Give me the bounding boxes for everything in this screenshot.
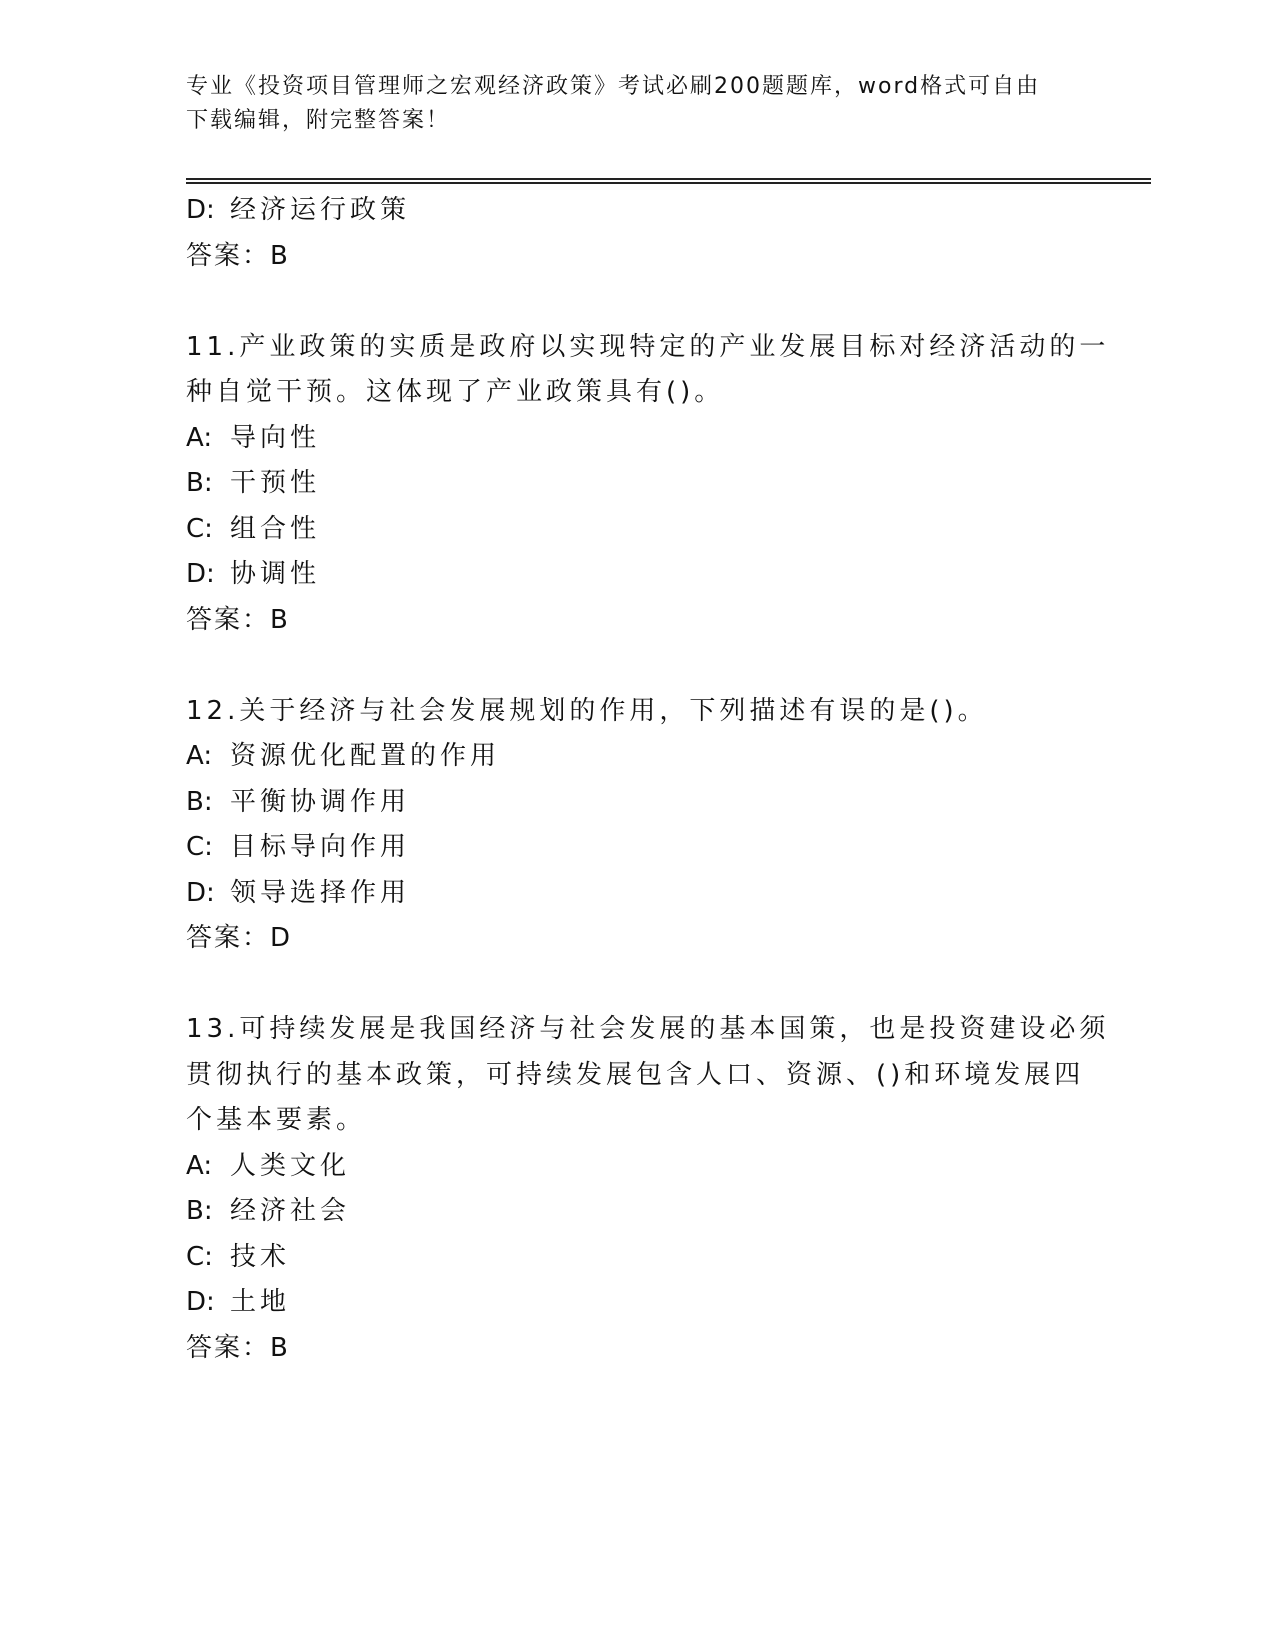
- spacer: [186, 279, 1086, 325]
- option-c: [186, 1235, 1086, 1281]
- option-d: [186, 552, 1086, 598]
- question-13: [186, 1007, 1110, 1371]
- option-prefix: D:: [186, 877, 215, 908]
- answer-line: 答案：B: [186, 240, 290, 271]
- answer-line: 答案：B: [186, 1332, 290, 1363]
- option-prefix: D:: [186, 1287, 215, 1317]
- option-prefix: A:: [186, 741, 213, 771]
- option-text: 平衡协调作用: [230, 786, 411, 817]
- answer-line: 答案：B: [186, 604, 290, 635]
- question-list: [186, 188, 1110, 1371]
- option-prefix: D:: [186, 559, 215, 589]
- document-header: [186, 70, 1066, 138]
- option-prefix: A:: [186, 1150, 213, 1181]
- option-text: 目标导向作用: [230, 832, 411, 862]
- question-stem-line: 11.产业政策的实质是政府以实现特定的产业发展目标对经济活动的一: [186, 331, 1110, 362]
- option-text: 土地: [230, 1287, 291, 1317]
- option-prefix: C:: [186, 513, 213, 544]
- option-c: [186, 507, 1086, 553]
- option-d: [186, 1280, 1086, 1326]
- option-c: [186, 825, 1086, 871]
- option-a: [186, 734, 1086, 780]
- header-rule-bottom: [186, 182, 1151, 184]
- question-12: [186, 689, 1086, 962]
- answer-line: 答案：D: [186, 923, 293, 953]
- option-text: 技术: [230, 1241, 291, 1272]
- header-rule-top: [186, 178, 1151, 180]
- option-prefix: B:: [186, 468, 213, 498]
- spacer: [186, 643, 1086, 689]
- question-stem-line: 12.关于经济与社会发展规划的作用，下列描述有误的是()。: [186, 695, 988, 726]
- option-text: 经济运行政策: [230, 195, 411, 225]
- option-prefix: C:: [186, 832, 213, 862]
- option-text: 人类文化: [230, 1150, 351, 1181]
- option-text: 导向性: [230, 422, 321, 453]
- option-text: 资源优化配置的作用: [230, 741, 501, 771]
- question-stem-line: 贯彻执行的基本政策，可持续发展包含人口、资源、()和环境发展四: [186, 1059, 1085, 1090]
- header-line-2: 下载编辑，附完整答案！: [186, 108, 451, 133]
- option-d: [186, 871, 1086, 917]
- option-text: 领导选择作用: [230, 877, 411, 908]
- option-prefix: B:: [186, 1196, 213, 1226]
- question-stem-line: 个基本要素。: [186, 1105, 367, 1135]
- option-text: 协调性: [230, 559, 321, 589]
- option-b: [186, 461, 1086, 507]
- option-prefix: A:: [186, 422, 213, 453]
- option-a: [186, 416, 1086, 462]
- option-b: [186, 1189, 1086, 1235]
- option-d: [186, 188, 1086, 234]
- option-text: 经济社会: [230, 1196, 351, 1226]
- option-text: 干预性: [230, 468, 321, 498]
- question-11: [186, 325, 1110, 644]
- spacer: [186, 962, 1086, 1008]
- header-line-1: 专业《投资项目管理师之宏观经济政策》考试必刷200题题库，word格式可自由: [186, 74, 1041, 99]
- option-prefix: B:: [186, 786, 213, 817]
- question-stem-line: 种自觉干预。这体现了产业政策具有()。: [186, 377, 725, 407]
- option-prefix: D:: [186, 195, 215, 225]
- option-b: [186, 780, 1086, 826]
- option-text: 组合性: [230, 513, 321, 544]
- option-a: [186, 1144, 1086, 1190]
- option-prefix: C:: [186, 1241, 213, 1272]
- question-stem-line: 13.可持续发展是我国经济与社会发展的基本国策，也是投资建设必须: [186, 1014, 1110, 1044]
